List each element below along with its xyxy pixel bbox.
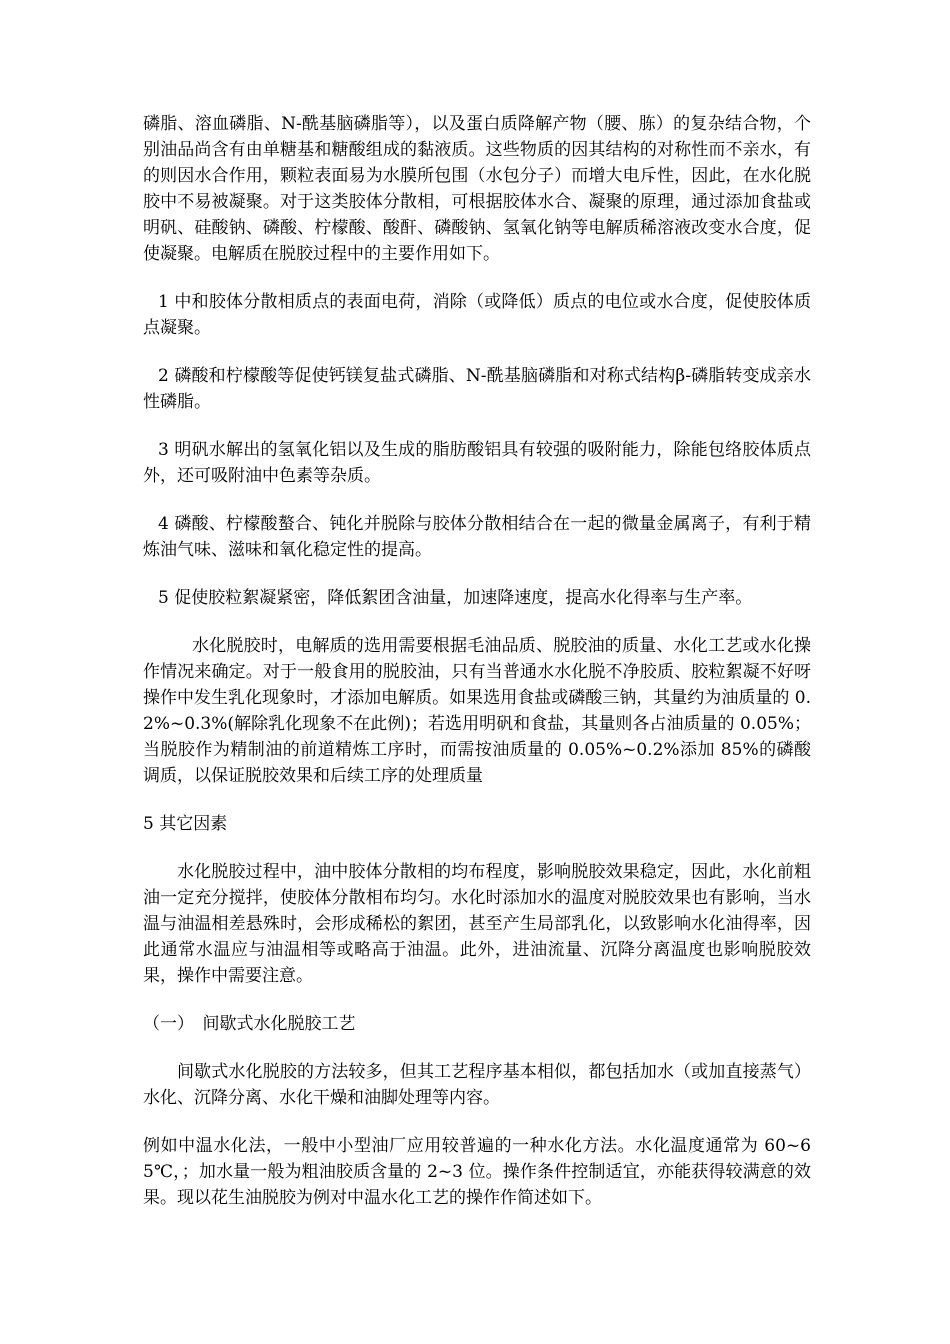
paragraph-item-2: 2 磷酸和柠檬酸等促使钙镁复盐式磷脂、N-酰基脑磷脂和对称式结构β-磷脂转变成亲水性磷脂。 <box>143 366 811 412</box>
paragraph-item-4: 4 磷酸、柠檬酸螯合、钝化并脱除与胶体分散相结合在一起的微量金属离子，有利于精炼油气味、滋味和氧化稳定性的提高。 <box>143 514 811 560</box>
paragraph-electrolyte-selection: 水化脱胶时，电解质的选用需要根据毛油品质、脱胶油的质量、水化工艺或水化操作情况来确定。对于一般食用的脱胶油，只有当普通水水化脱不净胶质、胶粒絮凝不好呀操作中发生乳化现象时，才添加电解质。如果选用食盐或磷酸三钠，其量约为油质量的 0.2%~0.3%(解除乳化现象不在此例)；若选用明矾和食盐，其量则各占油质量的 0.05%；当脱胶作为精制油的前道精炼工序时，而需按油质量的 0.05%~0.2%添加 85%的磷酸调质，以保证脱胶效果和后续工序的处理质量 <box>143 636 811 786</box>
paragraph-item-1: 1 中和胶体分散相质点的表面电荷，消除（或降低）质点的电位或水合度，促使胶体质点凝聚。 <box>143 292 811 338</box>
paragraph-medium-temperature: 例如中温水化法，一般中小型油厂应用较普遍的一种水化方法。水化温度通常为 60~65℃，；加水量一般为粗油胶质含量的 2~3 位。操作条件控制适宜，亦能获得较满意的效果。现以花生油脱胶为例对中温水化工艺的操作作简述如下。 <box>143 1136 811 1208</box>
document-page <box>143 111 811 1211</box>
section-heading-batch-degumming: （一） 间歇式水化脱胶工艺 <box>143 1014 356 1034</box>
paragraph-item-5: 5 促使胶粒絮凝紧密，降低絮团含油量，加速降速度，提高水化得率与生产率。 <box>158 588 753 608</box>
section-heading-other-factors: 5 其它因素 <box>143 814 228 834</box>
paragraph-item-3: 3 明矾水解出的氢氧化铝以及生成的脂肪酸铝具有较强的吸附能力，除能包络胶体质点外，还可吸附油中色素等杂质。 <box>143 440 811 486</box>
paragraph-other-factors: 水化脱胶过程中，油中胶体分散相的均布程度，影响脱胶效果稳定，因此，水化前粗油一定充分搅拌，使胶体分散相布均匀。水化时添加水的温度对脱胶效果也有影响，当水温与油温相差悬殊时，会形成稀松的絮团，甚至产生局部乳化，以致影响水化油得率，因此通常水温应与油温相等或略高于油温。此外，进油流量、沉降分离温度也影响脱胶效果，操作中需要注意。 <box>143 862 811 986</box>
paragraph-electrolyte-intro: 磷脂、溶血磷脂、N-酰基脑磷脂等），以及蛋白质降解产物（腰、胨）的复杂结合物，个别油品尚含有由单糖基和糖酸组成的黏液质。这些物质的因其结构的对称性而不亲水，有的则因水合作用，颗粒表面易为水膜所包围（水包分子）而增大电斥性，因此，在水化脱胶中不易被凝聚。对于这类胶体分散相，可根据胶体水合、凝聚的原理，通过添加食盐或明矾、硅酸钠、磷酸、柠檬酸、酸酐、磷酸钠、氢氧化钠等电解质稀溶液改变水合度，促使凝聚。电解质在脱胶过程中的主要作用如下。 <box>143 114 811 264</box>
paragraph-batch-degumming: 间歇式水化脱胶的方法较多，但其工艺程序基本相似，都包括加水（或加直接蒸气）水化、沉降分离、水化干燥和油脚处理等内容。 <box>143 1062 811 1108</box>
